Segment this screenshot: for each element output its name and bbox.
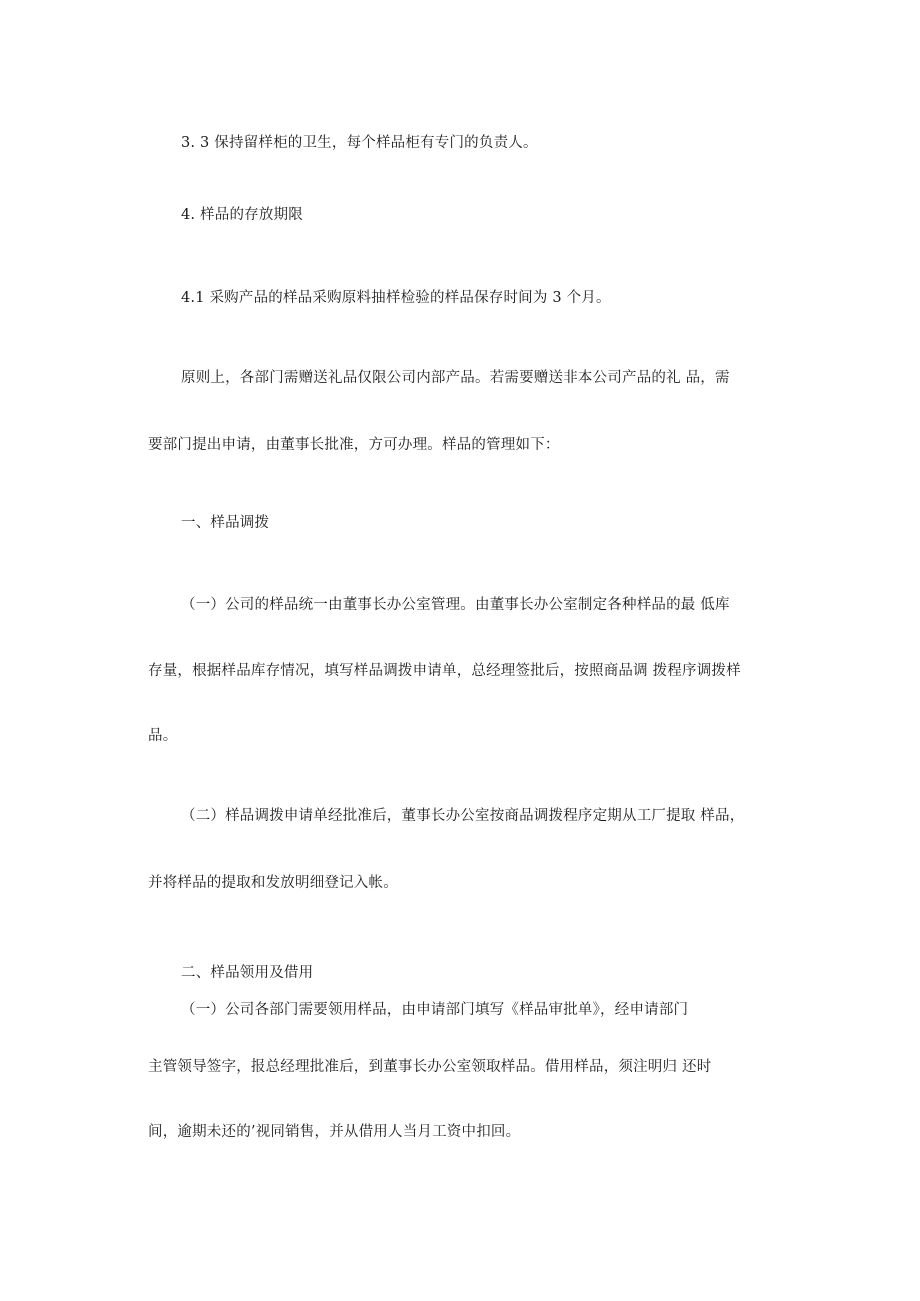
section-1-heading: 一、样品调拨 — [181, 515, 270, 531]
clause-3-3: 3. 3 保持留样柜的卫生，每个样品柜有专门的负责人。 — [181, 135, 538, 151]
section-2-heading: 二、样品领用及借用 — [181, 965, 314, 981]
section-2-item-1-line-3: 间，逾期未还的’视同销售，并从借用人当月工资中扣回。 — [148, 1124, 521, 1140]
section-2-item-1-line-2: 主管领导签字，报总经理批准后，到董事长办公室领取样品。借用样品，须注明归 还时 — [148, 1059, 712, 1075]
section-1-item-1-line-3: 品。 — [148, 728, 178, 744]
section-1-item-2-line-2: 并将样品的提取和发放明细登记入帐。 — [148, 875, 398, 891]
section-1-item-1-line-2: 存量，根据样品库存情况，填写样品调拨申请单，总经理签批后，按照商品调 拨程序调拨样 — [148, 663, 741, 679]
section-1-item-2-line-1: （二）样品调拨申请单经批准后，董事长办公室按商品调拨程序定期从工厂提取 样品， — [181, 808, 745, 824]
clause-4-1: 4.1 采购产品的样品采购原料抽样检验的样品保存时间为 3 个月。 — [181, 290, 611, 306]
gift-paragraph-line-2: 要部门提出申请，由董事长批准，方可办理。样品的管理如下： — [148, 437, 560, 453]
gift-paragraph-line-1: 原则上，各部门需赠送礼品仅限公司内部产品。若需要赠送非本公司产品的礼 品，需 — [181, 370, 730, 386]
clause-4-heading: 4. 样品的存放期限 — [181, 207, 303, 223]
section-2-item-1-line-1: （一）公司各部门需要领用样品，由申请部门填写《样品审批单》，经申请部门 — [181, 1002, 689, 1018]
section-1-item-1-line-1: （一）公司的样品统一由董事长办公室管理。由董事长办公室制定各种样品的最 低库 — [181, 597, 730, 613]
